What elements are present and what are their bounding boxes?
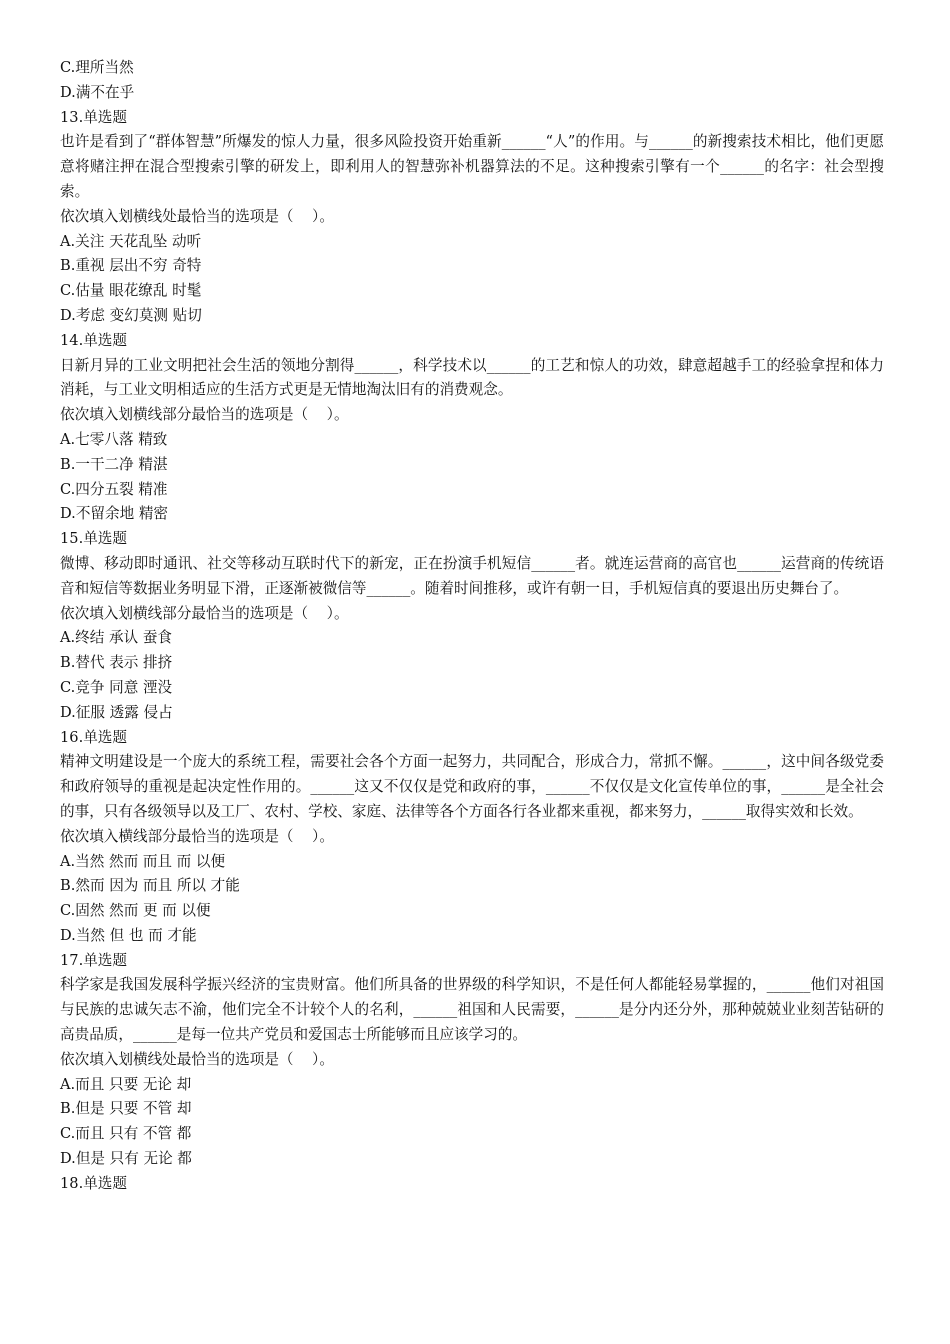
- option-d: D.征服 透露 侵占: [60, 703, 173, 721]
- question-stem: 科学家是我国发展科学振兴经济的宝贵财富。他们所具备的世界级的科学知识，不是任何人都能轻易掌握的，______他们对祖国与民族的忠诚矢志不渝，他们完全不计较个人的名利，______祖国和人民需要，______是分内还分外，那种兢兢业业刻苦钻研的高贵品质，______是每一位共产党员和爱国志士所能够而且应该学习的。: [60, 976, 884, 1044]
- question-prompt: 依次填入划横线处最恰当的选项是（ ）。: [60, 1050, 334, 1068]
- option-b: B.替代 表示 排挤: [60, 654, 173, 672]
- question-header: 17.单选题: [60, 951, 127, 969]
- option-c: C.四分五裂 精准: [60, 480, 168, 498]
- option-c: C.估量 眼花缭乱 时髦: [60, 282, 202, 300]
- question-stem: 精神文明建设是一个庞大的系统工程，需要社会各个方面一起努力，共同配合，形成合力，常抓不懈。______，这中间各级党委和政府领导的重视是起决定性作用的。______这又不仅仅是党和政府的事，______不仅仅是文化宣传单位的事，______是全社会的事，只有各级领导以及工厂、农村、学校、家庭、法律等各个方面各行各业都来重视，都来努力，______取得实效和长效。: [60, 753, 884, 820]
- option-b: B.重视 层出不穷 奇特: [60, 257, 202, 275]
- question-prompt: 依次填入划横线处最恰当的选项是（ ）。: [60, 207, 334, 225]
- option-c: C.固然 然而 更 而 以便: [60, 902, 211, 920]
- question-header: 13.单选题: [60, 108, 127, 126]
- document-page: [60, 56, 884, 1197]
- option-a: A.而且 只要 无论 却: [60, 1075, 192, 1093]
- question-14: [60, 329, 884, 527]
- option-d: D.考虑 变幻莫测 贴切: [60, 306, 202, 324]
- option-a: A.关注 天花乱坠 动听: [60, 232, 202, 250]
- option-d: D.当然 但 也 而 才能: [60, 926, 197, 944]
- question-prompt: 依次填入横线部分最恰当的选项是（ ）。: [60, 827, 334, 845]
- question-prompt: 依次填入划横线部分最恰当的选项是（ ）。: [60, 604, 349, 622]
- question-17: [60, 949, 884, 1172]
- option-a: A.当然 然而 而且 而 以便: [60, 852, 226, 870]
- question-16: [60, 726, 884, 949]
- option-a: A.七零八落 精致: [60, 430, 168, 448]
- question-header: 15.单选题: [60, 530, 127, 548]
- question-stem: 微博、移动即时通讯、社交等移动互联时代下的新宠，正在扮演手机短信______者。就连运营商的高官也______运营商的传统语音和短信等数据业务明显下滑，正逐渐被微信等______。随着时间推移，或许有朝一日，手机短信真的要退出历史舞台了。: [60, 554, 884, 597]
- question-15: [60, 527, 884, 725]
- option-c: C.而且 只有 不管 都: [60, 1125, 192, 1143]
- option-d: D.不留余地 精密: [60, 505, 169, 523]
- option-d-prev: D.满不在乎: [60, 83, 135, 101]
- question-stem: 日新月异的工业文明把社会生活的领地分割得______，科学技术以______的工艺和惊人的功效，肆意超越手工的经验拿捏和体力消耗，与工业文明相适应的生活方式更是无情地淘汰旧有的消费观念。: [60, 356, 884, 399]
- question-18-header: 18.单选题: [60, 1174, 127, 1192]
- option-b: B.但是 只要 不管 却: [60, 1100, 192, 1118]
- question-header: 16.单选题: [60, 728, 127, 746]
- question-13: [60, 106, 884, 329]
- question-stem: 也许是看到了“群体智慧”所爆发的惊人力量，很多风险投资开始重新______“人”的作用。与______的新搜索技术相比，他们更愿意将赌注押在混合型搜索引擎的研发上，即利用人的智慧弥补机器算法的不足。这种搜索引擎有一个______的名字：社会型搜索。: [60, 133, 884, 200]
- option-b: B.然而 因为 而且 所以 才能: [60, 877, 240, 895]
- option-d: D.但是 只有 无论 都: [60, 1150, 192, 1168]
- option-c-prev: C.理所当然: [60, 59, 134, 76]
- question-prompt: 依次填入划横线部分最恰当的选项是（ ）。: [60, 406, 349, 424]
- option-a: A.终结 承认 蚕食: [60, 629, 173, 647]
- option-c: C.竞争 同意 湮没: [60, 678, 173, 696]
- question-header: 14.单选题: [60, 331, 127, 349]
- option-b: B.一干二净 精湛: [60, 455, 168, 473]
